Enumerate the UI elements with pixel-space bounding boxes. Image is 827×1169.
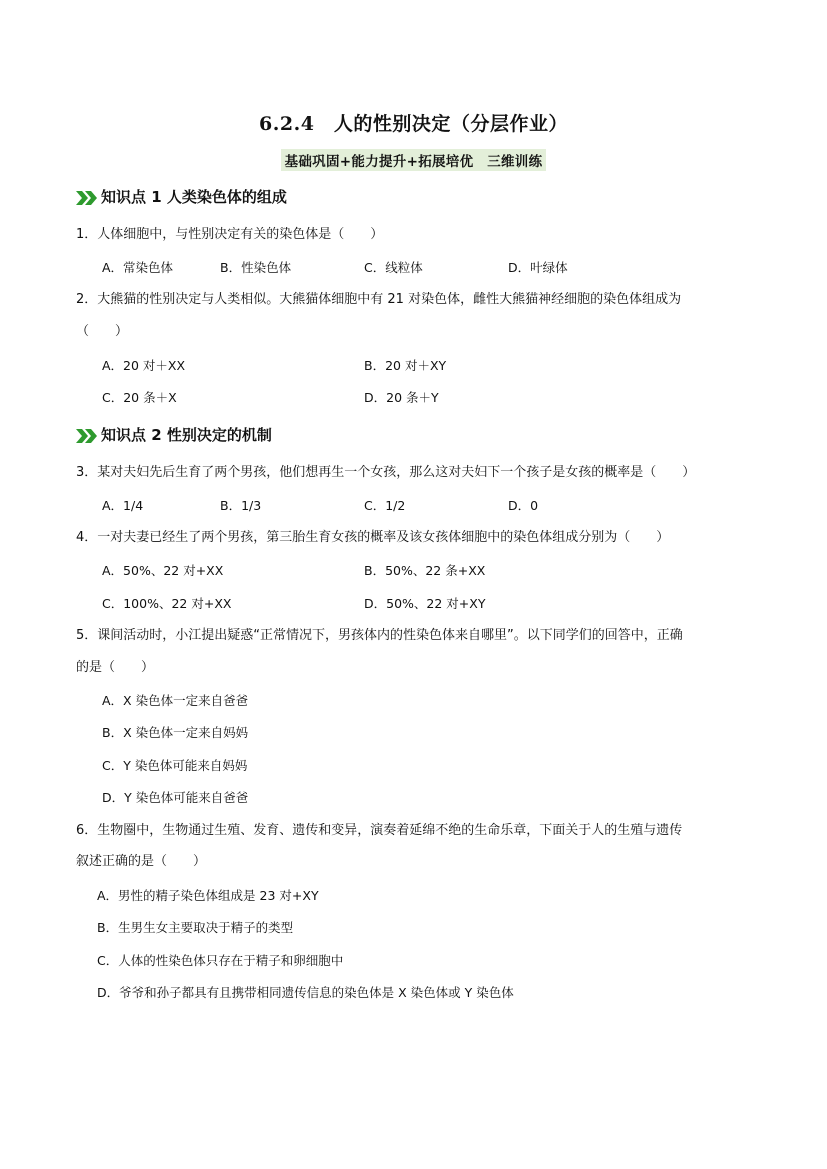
q1-option-c: C．线粒体 [364, 260, 423, 275]
section-heading-2 [76, 424, 272, 446]
q4-option-d: D．50%、22 对+XY [364, 596, 486, 611]
q2-option-c: C．20 条＋X [102, 390, 177, 405]
q6-option-b: B．生男生女主要取决于精子的类型 [97, 920, 294, 935]
double-chevron-right-icon [76, 191, 98, 205]
page-title: 6.2.4 人的性别决定（分层作业） [259, 113, 568, 135]
q4-option-b: B．50%、22 条+XX [364, 563, 486, 578]
q6-option-c: C．人体的性染色体只存在于精子和卵细胞中 [97, 953, 344, 968]
question-2-text-line-2: （ ） [76, 324, 129, 339]
q2-option-a: A．20 对＋XX [102, 358, 186, 373]
question-1-text: 1．人体细胞中，与性别决定有关的染色体是（ ） [76, 227, 384, 242]
section-label: 知识点 1 人类染色体的组成 [101, 188, 287, 206]
q5-option-d: D．Y 染色体可能来自爸爸 [102, 790, 249, 805]
q2-option-b: B．20 对＋XY [364, 358, 447, 373]
q5-option-b: B．X 染色体一定来自妈妈 [102, 725, 249, 740]
question-4-text: 4．一对夫妻已经生了两个男孩，第三胎生育女孩的概率及该女孩体细胞中的染色体组成分别为（ ） [76, 530, 670, 545]
question-5-text-line-1: 5．课间活动时，小江提出疑惑“正常情况下，男孩体内的性染色体来自哪里”。以下同学们的回答中，正确 [76, 628, 683, 643]
double-chevron-right-icon [76, 429, 98, 443]
q4-option-a: A．50%、22 对+XX [102, 563, 224, 578]
page-subtitle: 基础巩固+能力提升+拓展培优 三维训练 [281, 149, 547, 171]
question-5-text-line-2: 的是（ ） [76, 660, 155, 675]
question-3-text: 3．某对夫妇先后生育了两个男孩，他们想再生一个女孩，那么这对夫妇下一个孩子是女孩的概率是（ ） [76, 465, 696, 480]
q3-option-c: C．1/2 [364, 498, 406, 513]
q1-option-a: A．常染色体 [102, 260, 174, 275]
question-2-text-line-1: 2．大熊猫的性别决定与人类相似。大熊猫体细胞中有 21 对染色体，雌性大熊猫神经细胞的染色体组成为 [76, 292, 682, 307]
q5-option-a: A．X 染色体一定来自爸爸 [102, 693, 249, 708]
q3-option-b: B．1/3 [220, 498, 262, 513]
section-label: 知识点 2 性别决定的机制 [101, 426, 272, 444]
subtitle-wrap [0, 149, 827, 171]
question-6-text-line-1: 6．生物圈中，生物通过生殖、发育、遗传和变异，演奏着延绵不绝的生命乐章，下面关于人的生殖与遗传 [76, 823, 683, 838]
section-heading-1 [76, 186, 287, 208]
q5-option-c: C．Y 染色体可能来自妈妈 [102, 758, 248, 773]
q2-option-d: D．20 条＋Y [364, 390, 439, 405]
q3-option-a: A．1/4 [102, 498, 144, 513]
q6-option-a: A．男性的精子染色体组成是 23 对+XY [97, 888, 319, 903]
q1-option-b: B．性染色体 [220, 260, 292, 275]
q4-option-c: C．100%、22 对+XX [102, 596, 232, 611]
q1-option-d: D．叶绿体 [508, 260, 568, 275]
q3-option-d: D．0 [508, 498, 539, 513]
question-6-text-line-2: 叙述正确的是（ ） [76, 854, 207, 869]
q6-option-d: D．爷爷和孙子都具有且携带相同遗传信息的染色体是 X 染色体或 Y 染色体 [97, 985, 514, 1000]
